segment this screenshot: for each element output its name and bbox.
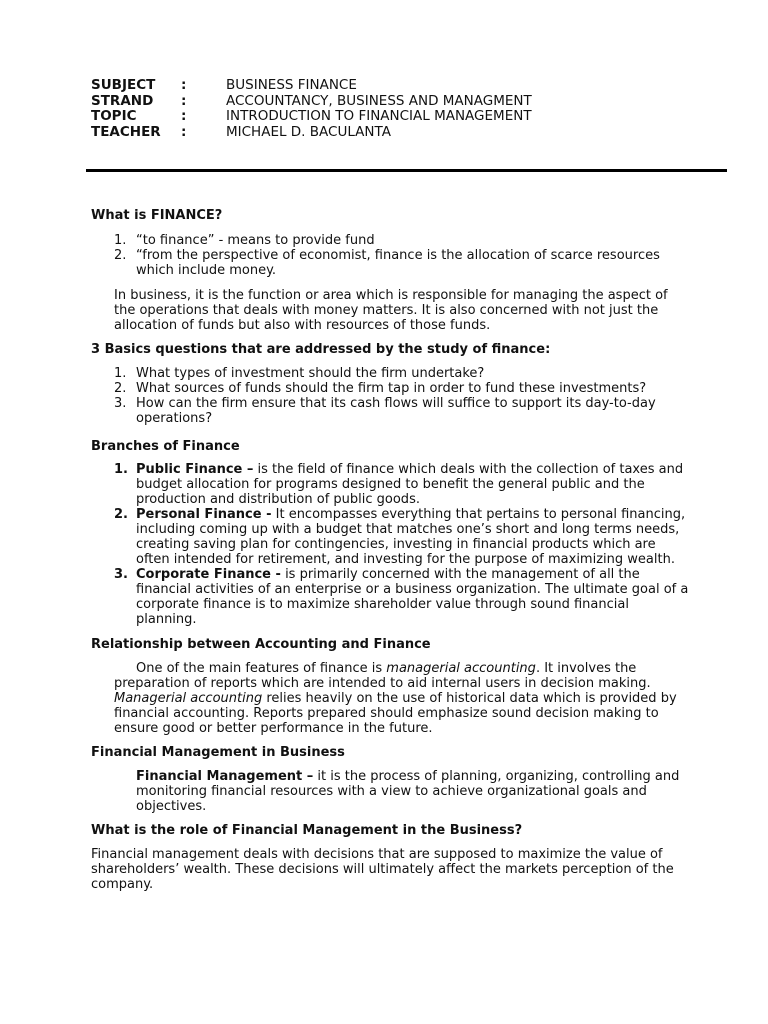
fm-term: Financial Management – bbox=[136, 769, 314, 784]
topic-colon: : bbox=[181, 108, 187, 124]
basics-list bbox=[91, 366, 691, 426]
branch-term: Corporate Finance - bbox=[136, 567, 281, 582]
list-number: 2. bbox=[114, 248, 127, 263]
list-item bbox=[91, 233, 691, 248]
finance-list bbox=[91, 233, 691, 278]
relationship-text-2: . It involves the preparation of reports which are intended to aid internal users in decision making. bbox=[114, 661, 651, 691]
topic-row bbox=[91, 109, 532, 125]
relationship-text-1: One of the main features of finance is bbox=[136, 661, 387, 676]
list-item bbox=[91, 567, 691, 627]
list-number: 3. bbox=[114, 396, 127, 411]
list-text: How can the firm ensure that its cash flows will suffice to support its day-to-day operations? bbox=[136, 396, 656, 426]
teacher-value: MICHAEL D. BACULANTA bbox=[226, 123, 391, 140]
role-heading: What is the role of Financial Management in the Business? bbox=[91, 823, 523, 838]
list-text: “from the perspective of economist, finance is the allocation of scarce resources which include money. bbox=[136, 248, 660, 278]
fm-business-heading: Financial Management in Business bbox=[91, 745, 345, 760]
relationship-text-3: relies heavily on the use of historical data which is provided by financial accounting. Reports prepared should emphasize sound decision making to ensure good or better performance in the future. bbox=[114, 691, 677, 736]
document-header bbox=[91, 78, 532, 140]
teacher-label: TEACHER bbox=[91, 123, 161, 140]
list-number: 3. bbox=[114, 567, 128, 582]
branches-heading: Branches of Finance bbox=[91, 439, 240, 454]
list-number: 1. bbox=[114, 462, 128, 477]
finance-heading: What is FINANCE? bbox=[91, 208, 223, 223]
teacher-colon: : bbox=[181, 123, 187, 140]
strand-value: ACCOUNTANCY, BUSINESS AND MANAGMENT bbox=[226, 92, 532, 109]
branch-term: Public Finance – bbox=[136, 462, 254, 477]
strand-row bbox=[91, 94, 532, 110]
list-number: 2. bbox=[114, 507, 128, 522]
subject-row bbox=[91, 78, 532, 94]
list-text: What types of investment should the firm undertake? bbox=[136, 366, 485, 381]
list-item bbox=[91, 507, 691, 567]
subject-colon: : bbox=[181, 77, 187, 93]
branch-text: is primarily concerned with the management of all the financial activities of an enterprise or a business organization. The ultimate goal of a corporate finance is to maximize shareholder value through sound financial planning. bbox=[136, 567, 689, 627]
branch-text: It encompasses everything that pertains to personal financing, including coming up with a budget that matches one’s short and long terms needs, creating saving plan for contingencies, investing in financial products which are often intended for retirement, and investing for the purpose of maximizing wealth. bbox=[136, 507, 686, 567]
list-item bbox=[91, 366, 691, 381]
topic-value: INTRODUCTION TO FINANCIAL MANAGEMENT bbox=[226, 108, 532, 124]
strand-label: STRAND bbox=[91, 92, 154, 109]
finance-paragraph: In business, it is the function or area which is responsible for managing the aspect of the operations that deals with money matters. It is also concerned with not just the allocation of funds but also with resources of those funds. bbox=[114, 288, 668, 333]
branch-term: Personal Finance - bbox=[136, 507, 272, 522]
topic-label: TOPIC bbox=[91, 108, 137, 124]
list-item bbox=[91, 396, 691, 426]
teacher-row bbox=[91, 125, 532, 141]
list-number: 1. bbox=[114, 233, 127, 248]
list-number: 2. bbox=[114, 381, 127, 396]
role-paragraph: Financial management deals with decisions that are supposed to maximize the value of shareholders’ wealth. These decisions will ultimately affect the markets perception of the company. bbox=[91, 847, 674, 892]
fm-definition: it is the process of planning, organizing, controlling and monitoring financial resources with a view to achieve organizational goals and objectives. bbox=[136, 769, 680, 814]
relationship-paragraph bbox=[91, 661, 691, 736]
fm-business-paragraph bbox=[91, 769, 691, 814]
relationship-emphasis-2: Managerial accounting bbox=[114, 691, 263, 706]
strand-colon: : bbox=[181, 92, 187, 109]
list-text: What sources of funds should the firm tap in order to fund these investments? bbox=[136, 381, 647, 396]
list-item bbox=[91, 381, 691, 396]
relationship-heading: Relationship between Accounting and Finance bbox=[91, 637, 431, 652]
subject-label: SUBJECT bbox=[91, 77, 156, 93]
list-text: “to finance” - means to provide fund bbox=[136, 233, 375, 248]
header-divider bbox=[86, 169, 727, 172]
list-item bbox=[91, 462, 691, 507]
basics-heading: 3 Basics questions that are addressed by the study of finance: bbox=[91, 342, 551, 357]
document-body bbox=[91, 208, 691, 892]
relationship-emphasis-1: managerial accounting bbox=[386, 661, 536, 676]
branch-text: is the field of finance which deals with the collection of taxes and budget allocation for programs designed to benefit the general public and the production and distribution of public goods. bbox=[136, 462, 684, 507]
subject-value: BUSINESS FINANCE bbox=[226, 77, 357, 93]
branches-list bbox=[91, 462, 691, 627]
list-number: 1. bbox=[114, 366, 127, 381]
list-item bbox=[91, 248, 691, 278]
